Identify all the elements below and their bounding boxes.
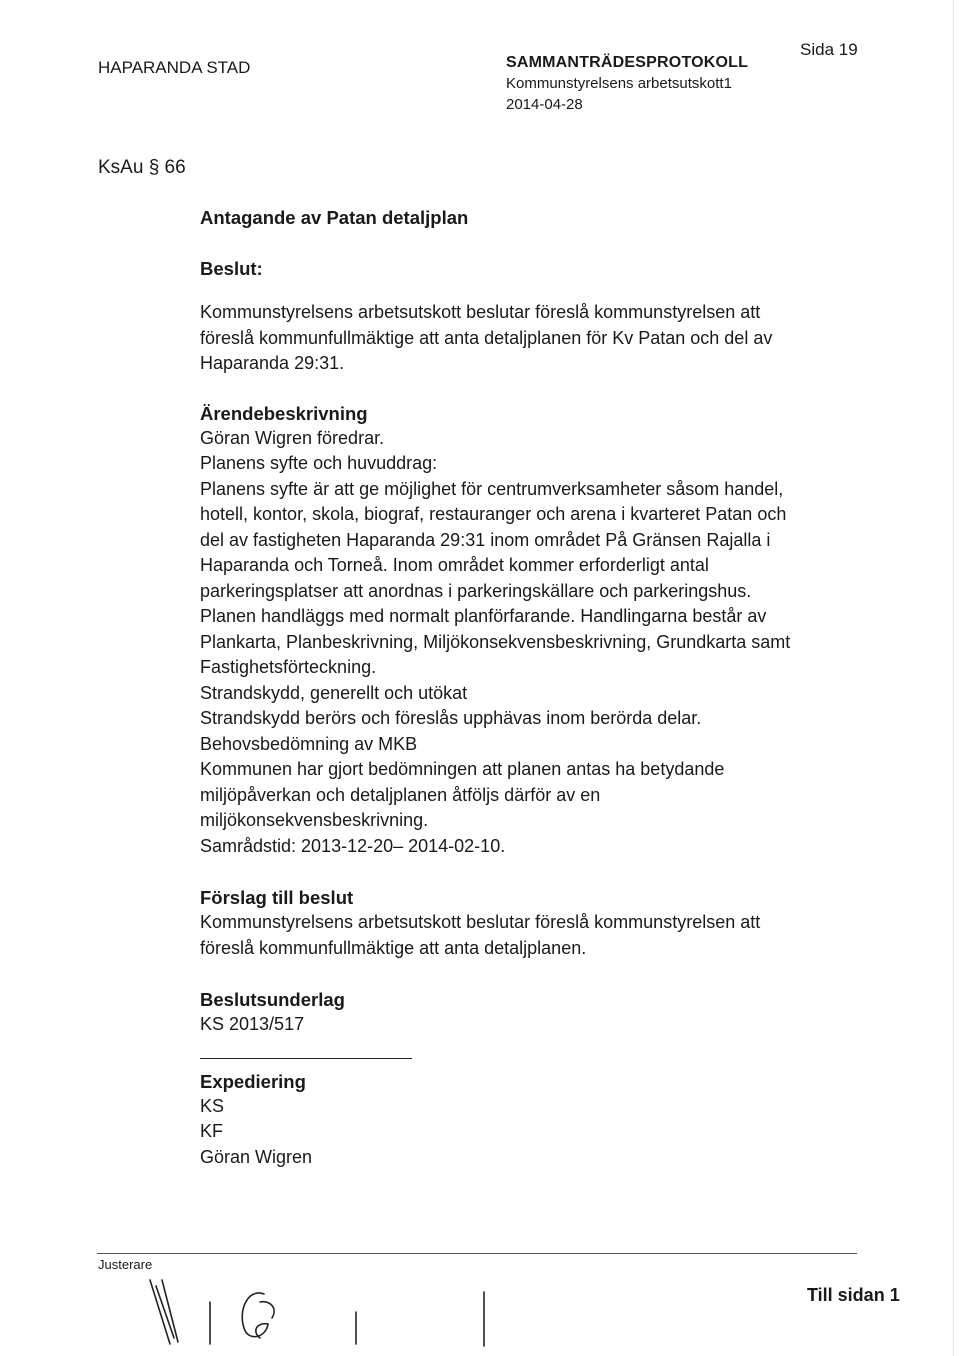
justerare-label: Justerare <box>98 1257 153 1272</box>
footer-rule <box>97 1253 857 1254</box>
signature-initials <box>148 1272 498 1352</box>
text-line: Strandskydd, generellt och utökat <box>200 682 468 703</box>
beslut-text <box>200 300 850 377</box>
text-line: föreslå kommunfullmäktige att anta detaljplanen. <box>200 937 587 958</box>
committee-name: Kommunstyrelsens arbetsutskott1 <box>506 75 732 92</box>
text-line: Planens syfte och huvuddrag: <box>200 453 438 473</box>
next-page-label: Till sidan 1 <box>807 1285 900 1305</box>
text-line: hotell, kontor, skola, biograf, restauranger och arena i kvarteret Patan och <box>200 504 787 524</box>
arendebeskrivning-text <box>200 426 850 860</box>
text-line: Kommunstyrelsens arbetsutskott beslutar föreslå kommunstyrelsen att <box>200 302 761 322</box>
beslutsunderlag-text <box>200 1012 850 1038</box>
text-line: Planens syfte är att ge möjlighet för centrumverksamheter såsom handel, <box>200 478 784 499</box>
signature-stroke <box>242 1293 274 1338</box>
text-line: föreslå kommunfullmäktige att anta detaljplanen för Kv Patan och del av <box>200 327 773 348</box>
signature-stroke <box>150 1280 178 1344</box>
beslut-heading: Beslut: <box>200 258 263 279</box>
text-line: KF <box>200 1121 224 1141</box>
page-number: Sida 19 <box>800 40 858 59</box>
text-line: miljöpåverkan och detaljplanen åtföljs därför av en <box>200 784 601 805</box>
document-body <box>200 205 850 1170</box>
document-title: Antagande av Patan detaljplan <box>200 207 469 228</box>
expediering-text <box>200 1094 850 1171</box>
text-line: Kommunstyrelsens arbetsutskott beslutar föreslå kommunstyrelsen att <box>200 912 761 932</box>
beslutsunderlag-heading: Beslutsunderlag <box>200 989 345 1010</box>
forslag-text <box>200 910 850 961</box>
text-line: Haparanda och Torneå. Inom området kommer erforderligt antal <box>200 555 709 575</box>
text-line: Planen handläggs med normalt planförfarande. Handlingarna består av <box>200 606 767 626</box>
arendebeskrivning-heading: Ärendebeskrivning <box>200 402 368 424</box>
text-line: parkeringsplatser att anordnas i parkeringskällare och parkeringshus. <box>200 580 752 601</box>
organization-name: HAPARANDA STAD <box>98 58 251 77</box>
text-line: Behovsbedömning av MKB <box>200 733 418 754</box>
text-line: Samrådstid: 2013-12-20– 2014-02-10. <box>200 835 506 856</box>
text-line: Strandskydd berörs och föreslås upphävas inom berörda delar. <box>200 708 702 728</box>
expediering-heading: Expediering <box>200 1070 306 1092</box>
text-line: Göran Wigren <box>200 1146 313 1167</box>
text-line: miljökonsekvensbeskrivning. <box>200 810 429 830</box>
text-line: Kommunen har gjort bedömningen att planen antas ha betydande <box>200 759 725 779</box>
text-line: KS <box>200 1095 225 1116</box>
protocol-header <box>506 52 748 115</box>
text-line: Fastighetsförteckning. <box>200 657 377 677</box>
protocol-title: SAMMANTRÄDESPROTOKOLL <box>506 54 749 71</box>
section-number: KsAu § 66 <box>98 157 186 178</box>
text-line: Göran Wigren föredrar. <box>200 427 385 448</box>
page-edge <box>953 0 954 1356</box>
text-line: KS 2013/517 <box>200 1014 305 1034</box>
text-line: Plankarta, Planbeskrivning, Miljökonsekvensbeskrivning, Grundkarta samt <box>200 631 791 652</box>
text-line: del av fastigheten Haparanda 29:31 inom området På Gränsen Rajalla i <box>200 529 771 550</box>
text-line: Haparanda 29:31. <box>200 353 345 373</box>
meeting-date: 2014-04-28 <box>506 96 583 113</box>
forslag-heading: Förslag till beslut <box>200 887 354 908</box>
separator-line <box>200 1058 412 1059</box>
